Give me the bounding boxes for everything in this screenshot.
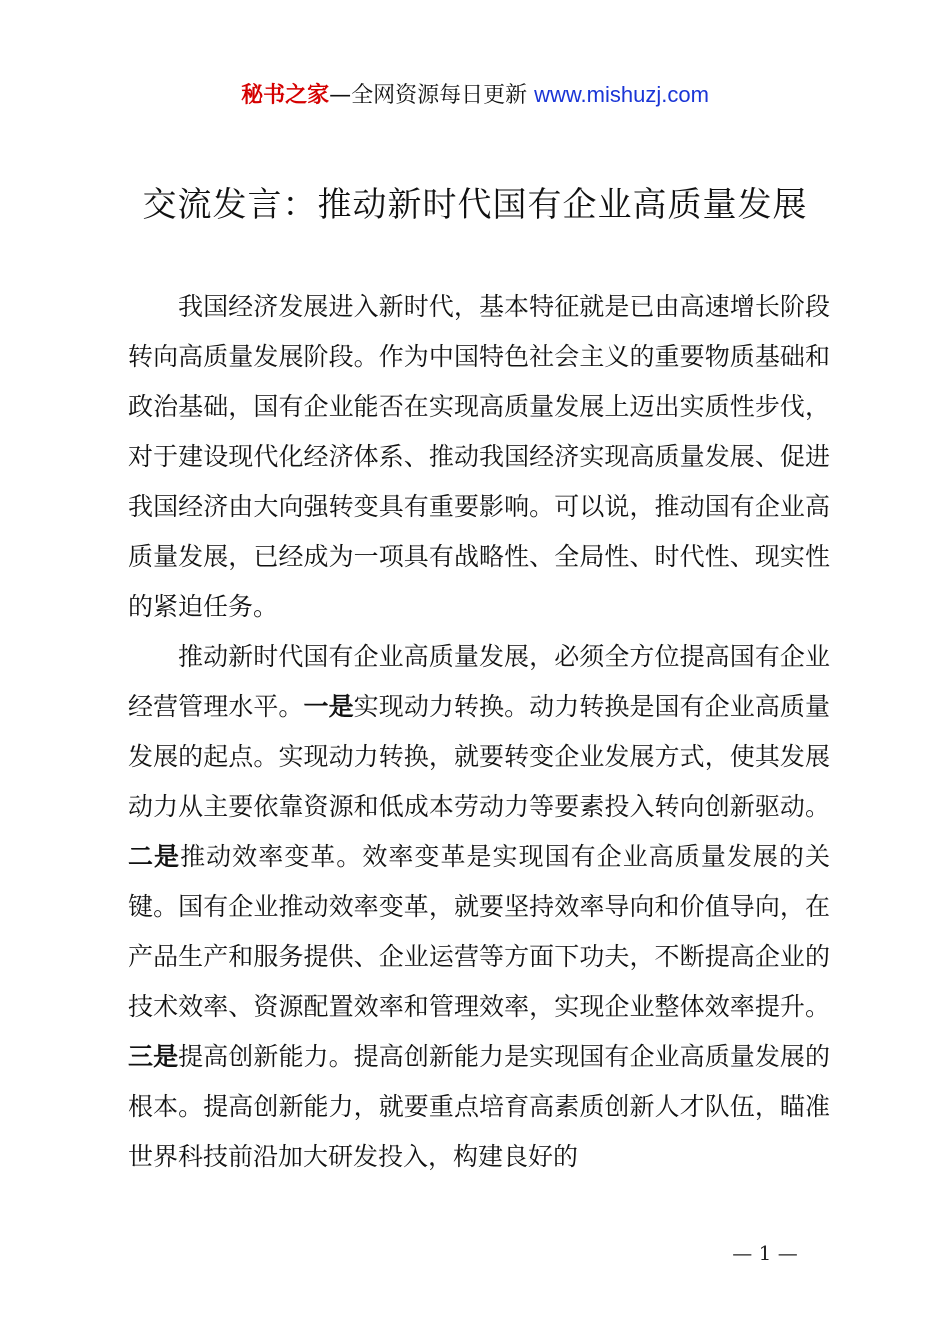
point-2-label: 二是 <box>128 842 181 871</box>
point-3-label: 三是 <box>128 1042 179 1071</box>
paragraph-intro: 我国经济发展进入新时代，基本特征就是已由高速增长阶段转向高质量发展阶段。作为中国特色社会主义的重要物质基础和政治基础，国有企业能否在实现高质量发展上迈出实质性步伐，对于建设现代化经济体系、推动我国经济实现高质量发展、促进我国经济由大向强转变具有重要影响。可以说，推动国有企业高质量发展，已经成为一项具有战略性、全局性、时代性、现实性的紧迫任务。 <box>128 292 830 621</box>
point-2-text: 推动效率变革。效率变革是实现国有企业高质量发展的关键。国有企业推动效率变革，就要坚持效率导向和价值导向，在产品生产和服务提供、企业运营等方面下功夫，不断提高企业的技术效率、资源配置效率和管理效率，实现企业整体效率提升。 <box>128 842 830 1021</box>
brand-name: 秘书之家 <box>241 83 330 108</box>
paragraph-lead: 推动新时代国有企业高质量发展，必须全方位提高国有企业经营管理水平。 <box>128 642 830 721</box>
banner-tagline: —全网资源每日更新 <box>329 83 528 108</box>
point-3-text: 提高创新能力。提高创新能力是实现国有企业高质量发展的根本。提高创新能力，就要重点培育高素质创新人才队伍，瞄准世界科技前沿加大研发投入，构建良好的 <box>128 1042 830 1171</box>
point-1-text: 实现动力转换。动力转换是国有企业高质量发展的起点。实现动力转换，就要转变企业发展方式，使其发展动力从主要依靠资源和低成本劳动力等要素投入转向创新驱动。 <box>128 692 830 821</box>
page-number: — 1 — <box>732 1241 798 1265</box>
document-title: 交流发言：推动新时代国有企业高质量发展 <box>142 185 808 225</box>
site-banner <box>0 78 950 113</box>
point-1-label: 一是 <box>303 692 354 721</box>
website-link[interactable]: www.mishuzj.com <box>534 82 709 107</box>
document-body <box>128 282 830 1182</box>
paragraph-measures <box>128 632 830 1182</box>
